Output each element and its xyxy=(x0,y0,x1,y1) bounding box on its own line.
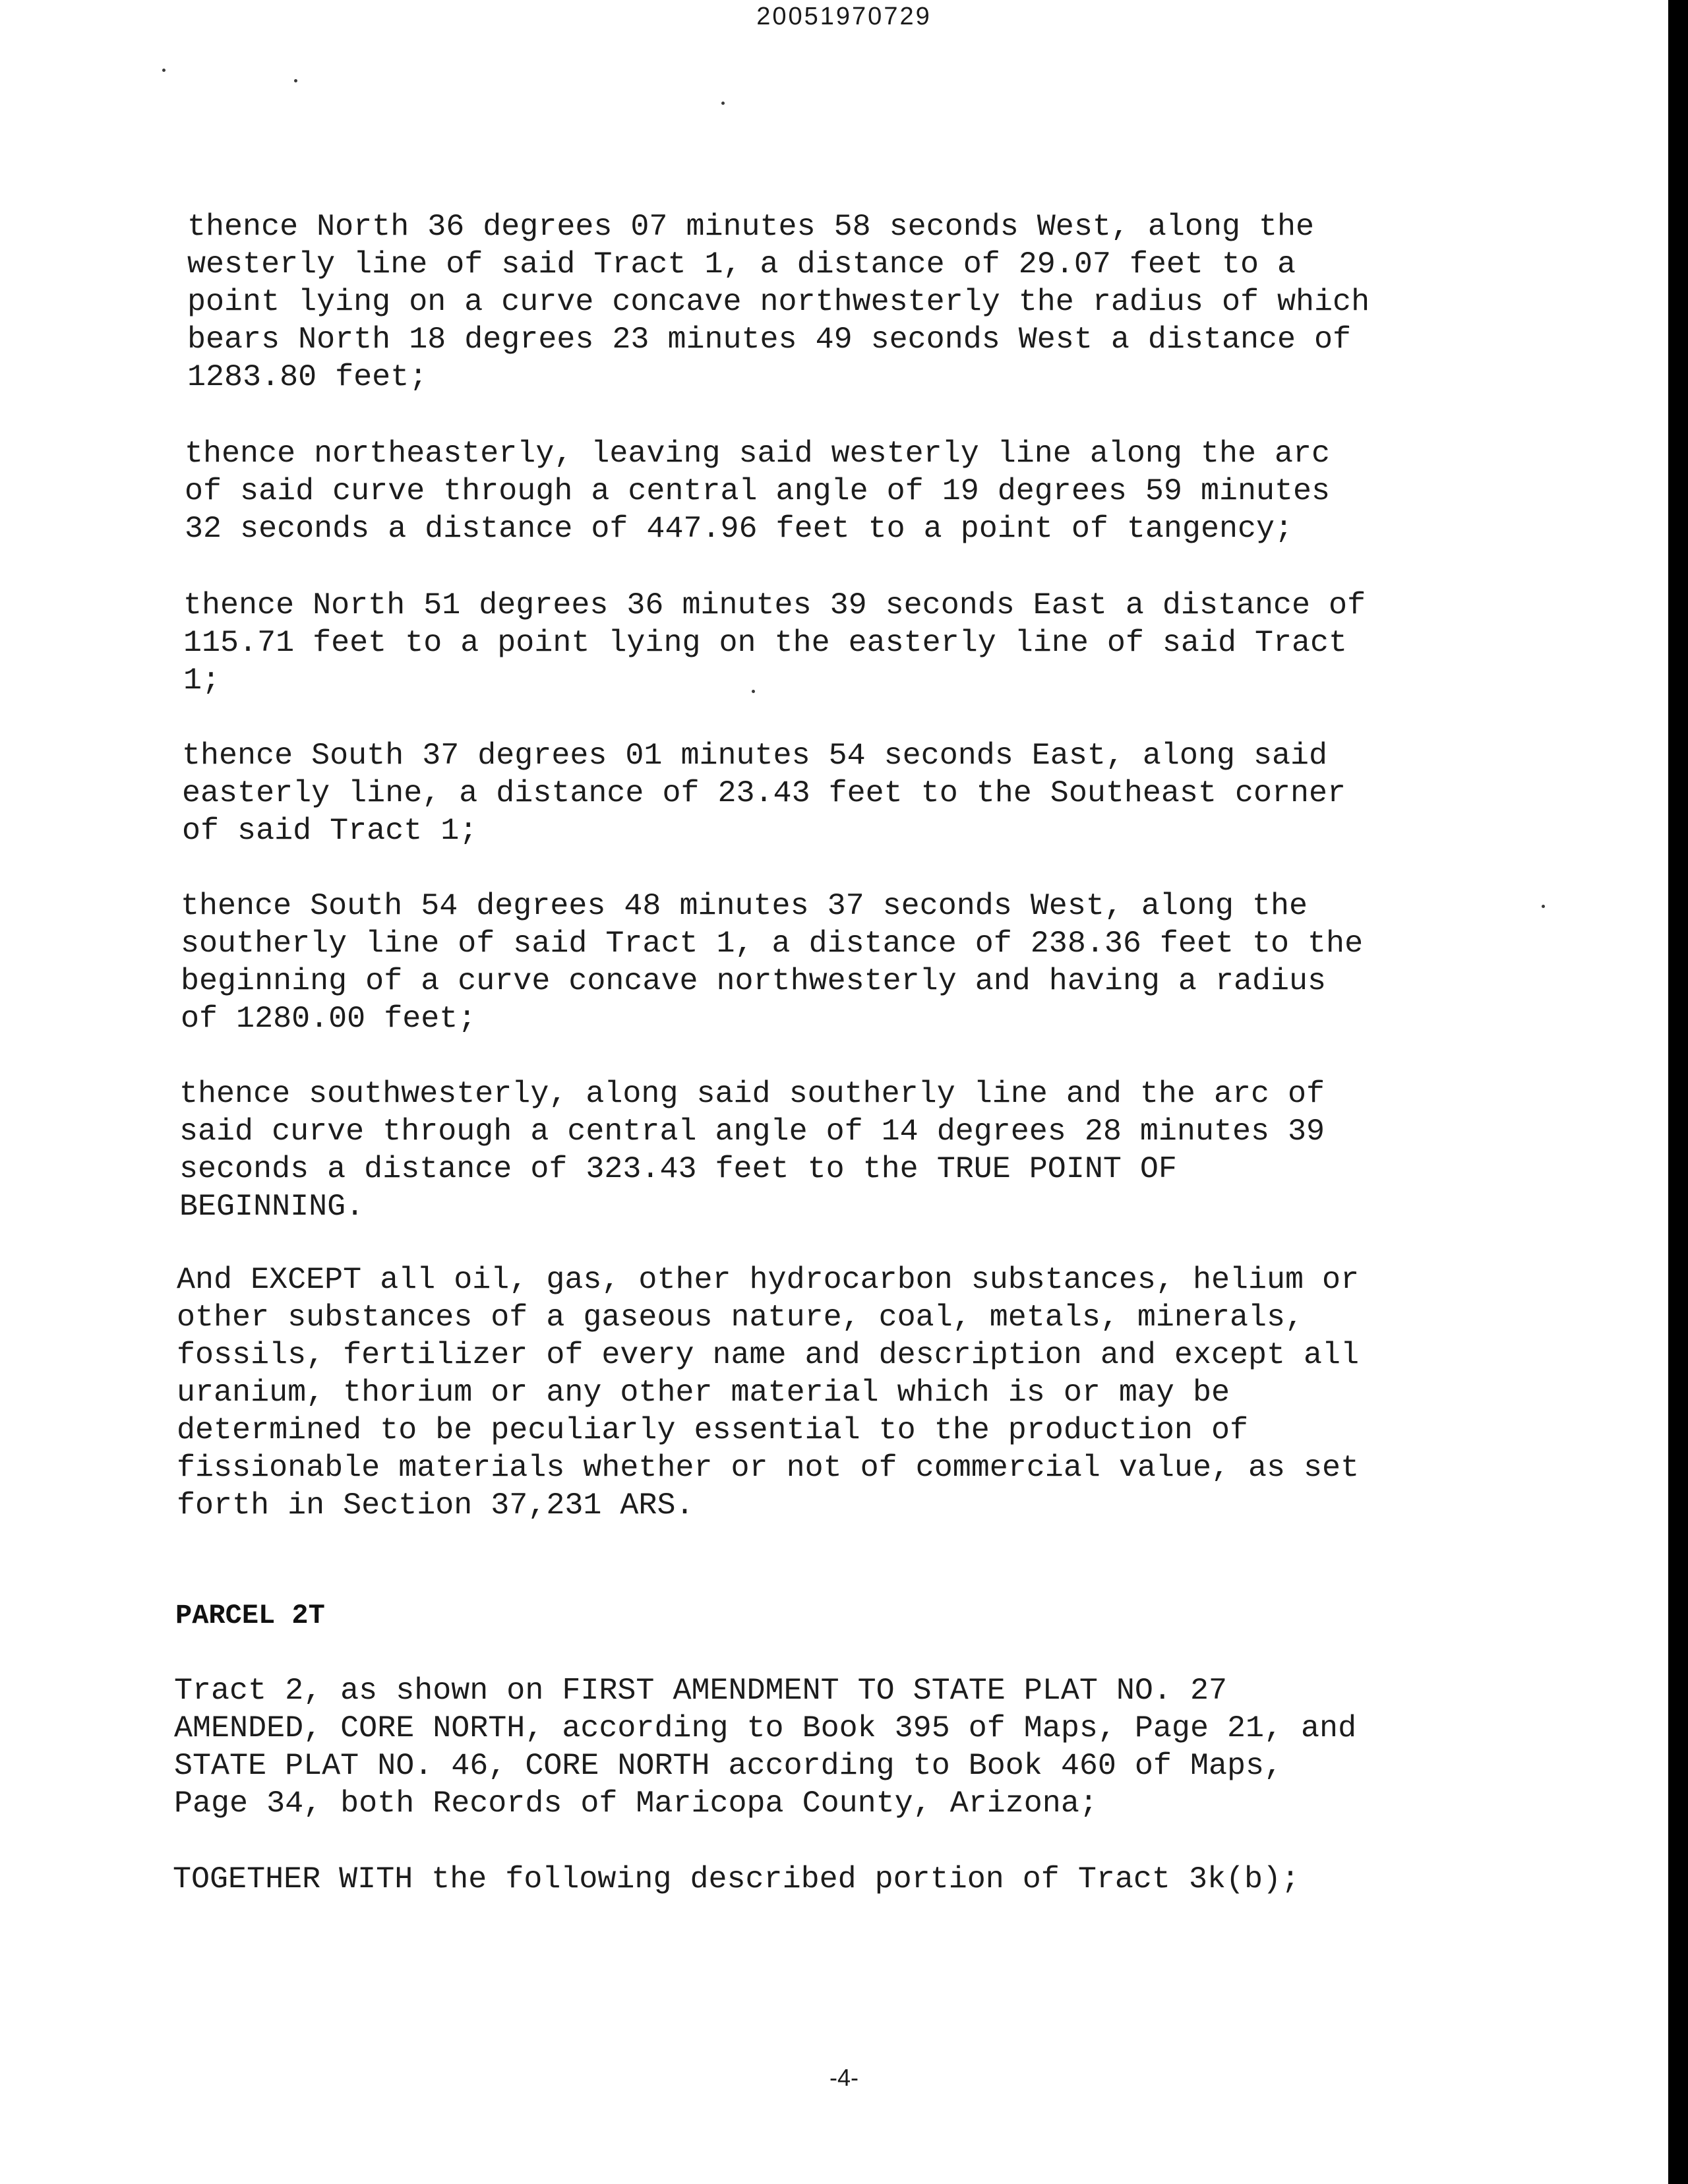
text-line: point lying on a curve concave northwesterly the radius of which xyxy=(187,285,1370,320)
legal-description-paragraph xyxy=(182,737,1346,850)
text-line: 32 seconds a distance of 447.96 feet to a point of tangency; xyxy=(185,512,1294,547)
legal-description-paragraph xyxy=(185,435,1330,548)
recording-number: 20051970729 xyxy=(756,3,932,30)
legal-description-paragraph xyxy=(179,1076,1325,1226)
text-line: other substances of a gaseous nature, coal, metals, minerals, xyxy=(177,1300,1304,1335)
text-line: Page 34, both Records of Maricopa County, Arizona; xyxy=(174,1786,1098,1821)
text-line: fossils, fertilizer of every name and description and except all xyxy=(177,1338,1360,1373)
parcel-description-paragraph xyxy=(174,1672,1356,1823)
legal-description-paragraph xyxy=(187,208,1370,396)
text-line: fissionable materials whether or not of commercial value, as set xyxy=(177,1451,1360,1486)
text-line: seconds a distance of 323.43 feet to the TRUE POINT OF xyxy=(179,1152,1177,1187)
text-line: said curve through a central angle of 14 degrees 28 minutes 39 xyxy=(179,1114,1325,1149)
text-line: of said Tract 1; xyxy=(182,814,478,849)
parcel-description-paragraph xyxy=(173,1861,1300,1898)
text-line: beginning of a curve concave northwesterly and having a radius xyxy=(181,964,1327,999)
text-line: 1; xyxy=(183,663,221,698)
text-line: thence southwesterly, along said southerly line and the arc of xyxy=(179,1077,1325,1112)
text-line: thence South 54 degrees 48 minutes 37 seconds West, along the xyxy=(181,889,1308,924)
text-line: of 1280.00 feet; xyxy=(181,1002,477,1037)
text-line: of said curve through a central angle of 19 degrees 59 minutes xyxy=(185,474,1331,509)
page-number: -4- xyxy=(829,2064,859,2091)
text-line: BEGINNING. xyxy=(179,1190,365,1225)
text-line: uranium, thorium or any other material which is or may be xyxy=(177,1376,1230,1410)
scan-speck xyxy=(294,79,297,82)
legal-description-paragraph xyxy=(181,888,1363,1038)
text-line: westerly line of said Tract 1, a distance of 29.07 feet to a xyxy=(187,247,1296,282)
scan-speck xyxy=(752,690,755,693)
parcel-heading: PARCEL 2T xyxy=(175,1600,325,1631)
text-line: TOGETHER WITH the following described portion of Tract 3k(b); xyxy=(173,1862,1300,1897)
text-line: 1283.80 feet; xyxy=(187,360,428,395)
text-line: AMENDED, CORE NORTH, according to Book 395 of Maps, Page 21, and xyxy=(174,1711,1357,1746)
text-line: forth in Section 37,231 ARS. xyxy=(177,1488,694,1523)
scan-speck xyxy=(721,102,725,105)
text-line: thence South 37 degrees 01 minutes 54 seconds East, along said xyxy=(182,739,1328,774)
text-line: And EXCEPT all oil, gas, other hydrocarbon substances, helium or xyxy=(177,1263,1360,1298)
legal-description-paragraph xyxy=(183,587,1366,700)
text-line: 115.71 feet to a point lying on the easterly line of said Tract xyxy=(183,626,1348,661)
text-line: Tract 2, as shown on FIRST AMENDMENT TO STATE PLAT NO. 27 xyxy=(174,1674,1227,1709)
text-line: thence North 36 degrees 07 minutes 58 seconds West, along the xyxy=(187,210,1315,245)
text-line: bears North 18 degrees 23 minutes 49 seconds West a distance of xyxy=(187,322,1352,357)
scan-edge xyxy=(1668,0,1688,2184)
scan-speck xyxy=(162,69,166,72)
scan-speck xyxy=(1542,905,1545,908)
text-line: thence North 51 degrees 36 minutes 39 seconds East a distance of xyxy=(183,588,1366,623)
text-line: easterly line, a distance of 23.43 feet to the Southeast corner xyxy=(182,776,1346,811)
text-line: STATE PLAT NO. 46, CORE NORTH according to Book 460 of Maps, xyxy=(174,1749,1283,1784)
exception-paragraph xyxy=(177,1261,1359,1525)
text-line: thence northeasterly, leaving said westerly line along the arc xyxy=(185,437,1331,471)
text-line: determined to be peculiarly essential to the production of xyxy=(177,1413,1248,1448)
text-line: southerly line of said Tract 1, a distance of 238.36 feet to the xyxy=(181,926,1364,961)
